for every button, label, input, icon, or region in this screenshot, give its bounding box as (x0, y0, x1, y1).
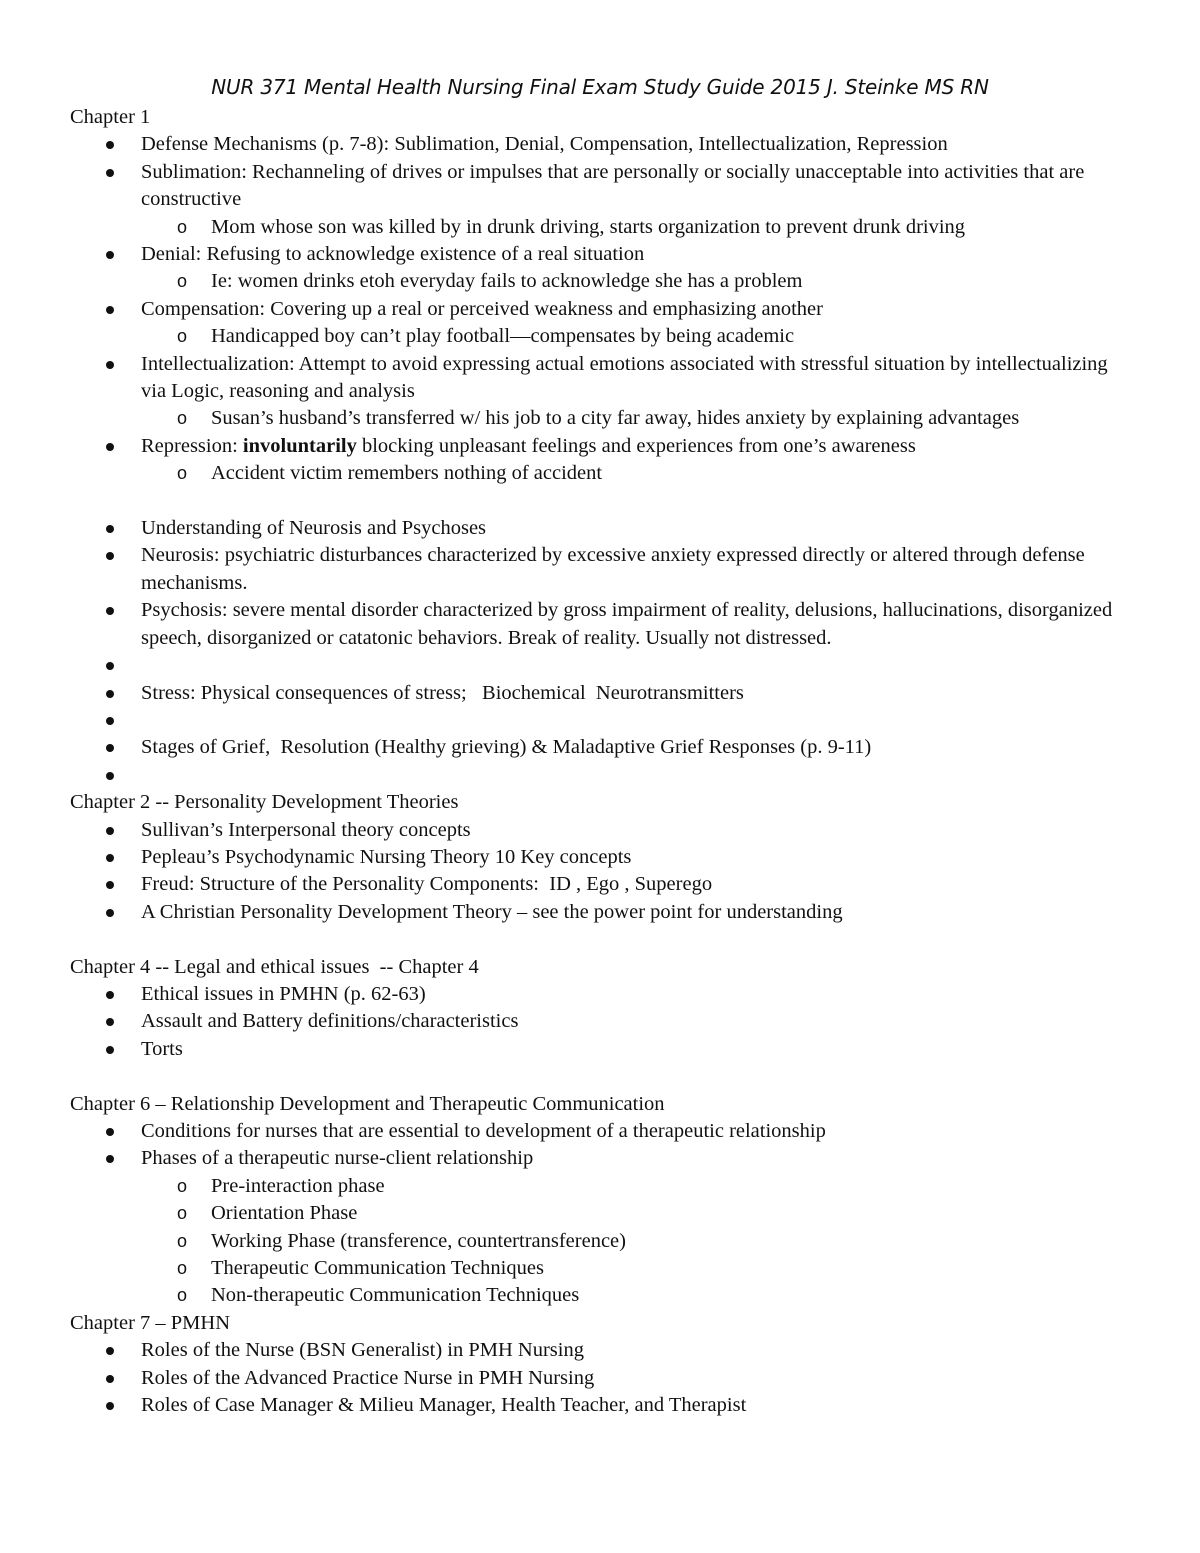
list-item: Denial: Refusing to acknowledge existence of a real situation o Ie: women drinks etoh everyday fails to acknowledge she has a problem (70, 241, 1130, 296)
bullet-icon (106, 1155, 114, 1163)
document-title: NUR 371 Mental Health Nursing Final Exam Study Guide 2015 J. Steinke MS RN (211, 75, 989, 99)
chapter-1-list-continued (70, 515, 1130, 789)
bullet-icon (106, 443, 114, 451)
document-body (70, 104, 1130, 1419)
bullet-icon (106, 306, 114, 314)
sub-list-item: o Therapeutic Communication Techniques (70, 1255, 1130, 1282)
chapter-4-list (70, 981, 1130, 1063)
list-item: Intellectualization: Attempt to avoid expressing actual emotions associated with stressful situation by intellectualizing via Logic, reasoning and analysis o Susan’s husband’s transferred w/ his job to a city far away, hides anxiety by explaining advantages (70, 351, 1130, 433)
chapter-6-list (70, 1118, 1130, 1310)
spacer (70, 926, 1130, 953)
sub-list-item: o Mom whose son was killed by in drunk driving, starts organization to prevent drunk driving (70, 214, 1130, 241)
sub-bullet-icon: o (177, 1258, 188, 1279)
sub-list (141, 214, 1130, 241)
chapter-1-heading: Chapter 1 (70, 106, 151, 128)
sub-bullet-icon: o (177, 271, 188, 292)
sub-list-item: o Accident victim remembers nothing of accident (70, 460, 1130, 487)
bullet-icon (106, 169, 114, 177)
bullet-icon (106, 141, 114, 149)
bullet-icon (106, 881, 114, 889)
sub-bullet-icon: o (177, 408, 188, 429)
bullet-icon (106, 361, 114, 369)
sub-bullet-icon: o (177, 463, 188, 484)
sub-list-item: o Orientation Phase (70, 1200, 1130, 1227)
list-item: Understanding of Neurosis and Psychoses (70, 515, 1130, 542)
sub-list (141, 405, 1130, 432)
list-item: Phases of a therapeutic nurse-client relationship o Pre-interaction phase o Orientation Phase o Working Phase (transference, countertransference) o Therapeutic Communication Techniques o Non-therapeutic Communication Techniques (70, 1145, 1130, 1309)
list-item: Stress: Physical consequences of stress; Biochemical Neurotransmitters (70, 680, 1130, 707)
bullet-icon (106, 909, 114, 917)
empty-list-item (70, 652, 1130, 679)
empty-list-item (70, 762, 1130, 789)
list-item: A Christian Personality Development Theory – see the power point for understanding (70, 899, 1130, 926)
chapter-1-list (70, 131, 1130, 487)
list-item: Roles of Case Manager & Milieu Manager, Health Teacher, and Therapist (70, 1392, 1130, 1419)
list-item: Ethical issues in PMHN (p. 62-63) (70, 981, 1130, 1008)
sub-bullet-icon: o (177, 1230, 188, 1251)
bullet-icon (106, 827, 114, 835)
chapter-7-heading: Chapter 7 – PMHN (70, 1311, 231, 1334)
list-item: Compensation: Covering up a real or perceived weakness and emphasizing another o Handicapped boy can’t play football—compensates by being academic (70, 296, 1130, 351)
bullet-icon (106, 251, 114, 259)
bullet-icon (106, 772, 114, 780)
list-item: Neurosis: psychiatric disturbances characterized by excessive anxiety expressed directly or altered through defense mechanisms. (70, 542, 1130, 597)
bullet-icon (106, 607, 114, 615)
list-item: Assault and Battery definitions/characteristics (70, 1008, 1130, 1035)
spacer (70, 1063, 1130, 1090)
sub-bullet-icon: o (177, 216, 188, 237)
list-item: Pepleau’s Psychodynamic Nursing Theory 10 Key concepts (70, 844, 1130, 871)
list-item: Freud: Structure of the Personality Components: ID , Ego , Superego (70, 871, 1130, 898)
list-item: Roles of the Advanced Practice Nurse in PMH Nursing (70, 1365, 1130, 1392)
bullet-icon (106, 690, 114, 698)
sub-list-item: o Non-therapeutic Communication Techniques (70, 1282, 1130, 1309)
bullet-icon (106, 854, 114, 862)
emphasis-text: involuntarily (242, 434, 357, 457)
chapter-7-list (70, 1337, 1130, 1419)
sub-list-item: o Ie: women drinks etoh everyday fails to acknowledge she has a problem (70, 268, 1130, 295)
bullet-icon (106, 1018, 114, 1026)
chapter-4-heading: Chapter 4 -- Legal and ethical issues -- Chapter 4 (70, 955, 479, 978)
chapter-2-heading: Chapter 2 -- Personality Development Theories (70, 791, 459, 814)
bullet-icon (106, 1375, 114, 1383)
chapter-2-list (70, 817, 1130, 927)
bullet-icon (106, 744, 114, 752)
bullet-icon (106, 717, 114, 725)
spacer (70, 488, 1130, 515)
bullet-icon (106, 1128, 114, 1136)
sub-list (141, 323, 1130, 350)
list-item: Stages of Grief, Resolution (Healthy grieving) & Maladaptive Grief Responses (p. 9-11) (70, 734, 1130, 761)
bullet-icon (106, 991, 114, 999)
sub-bullet-icon: o (177, 1175, 188, 1196)
sub-list-item: o Working Phase (transference, countertransference) (70, 1228, 1130, 1255)
sub-list (141, 268, 1130, 295)
list-item: Conditions for nurses that are essential to development of a therapeutic relationship (70, 1118, 1130, 1145)
sub-list-item: o Pre-interaction phase (70, 1173, 1130, 1200)
list-item: Defense Mechanisms (p. 7-8): Sublimation, Denial, Compensation, Intellectualization, Repression (70, 131, 1130, 158)
list-item: Psychosis: severe mental disorder characterized by gross impairment of reality, delusions, hallucinations, disorganized speech, disorganized or catatonic behaviors. Break of reality. Usually not distressed. (70, 597, 1130, 652)
sub-list (141, 460, 1130, 487)
sub-list-item: o Handicapped boy can’t play football—compensates by being academic (70, 323, 1130, 350)
list-item: Torts (70, 1036, 1130, 1063)
list-item: Sullivan’s Interpersonal theory concepts (70, 817, 1130, 844)
empty-list-item (70, 707, 1130, 734)
sub-list-item: o Susan’s husband’s transferred w/ his job to a city far away, hides anxiety by explaining advantages (70, 405, 1130, 432)
list-item: Roles of the Nurse (BSN Generalist) in PMH Nursing (70, 1337, 1130, 1364)
bullet-icon (106, 1347, 114, 1355)
list-item: Repression: involuntarily blocking unpleasant feelings and experiences from one’s awareness o Accident victim remembers nothing of accident (70, 433, 1130, 488)
sub-bullet-icon: o (177, 1203, 188, 1224)
bullet-icon (106, 1402, 114, 1410)
bullet-icon (106, 525, 114, 533)
sub-bullet-icon: o (177, 326, 188, 347)
sub-bullet-icon: o (177, 1285, 188, 1306)
chapter-6-heading: Chapter 6 – Relationship Development and Therapeutic Communication (70, 1092, 665, 1115)
list-item: Sublimation: Rechanneling of drives or impulses that are personally or socially unacceptable into activities that are constructive o Mom whose son was killed by in drunk driving, starts organization to prevent drunk driving (70, 159, 1130, 241)
sub-list (141, 1173, 1130, 1310)
bullet-icon (106, 552, 114, 560)
bullet-icon (106, 662, 114, 670)
bullet-icon (106, 1046, 114, 1054)
